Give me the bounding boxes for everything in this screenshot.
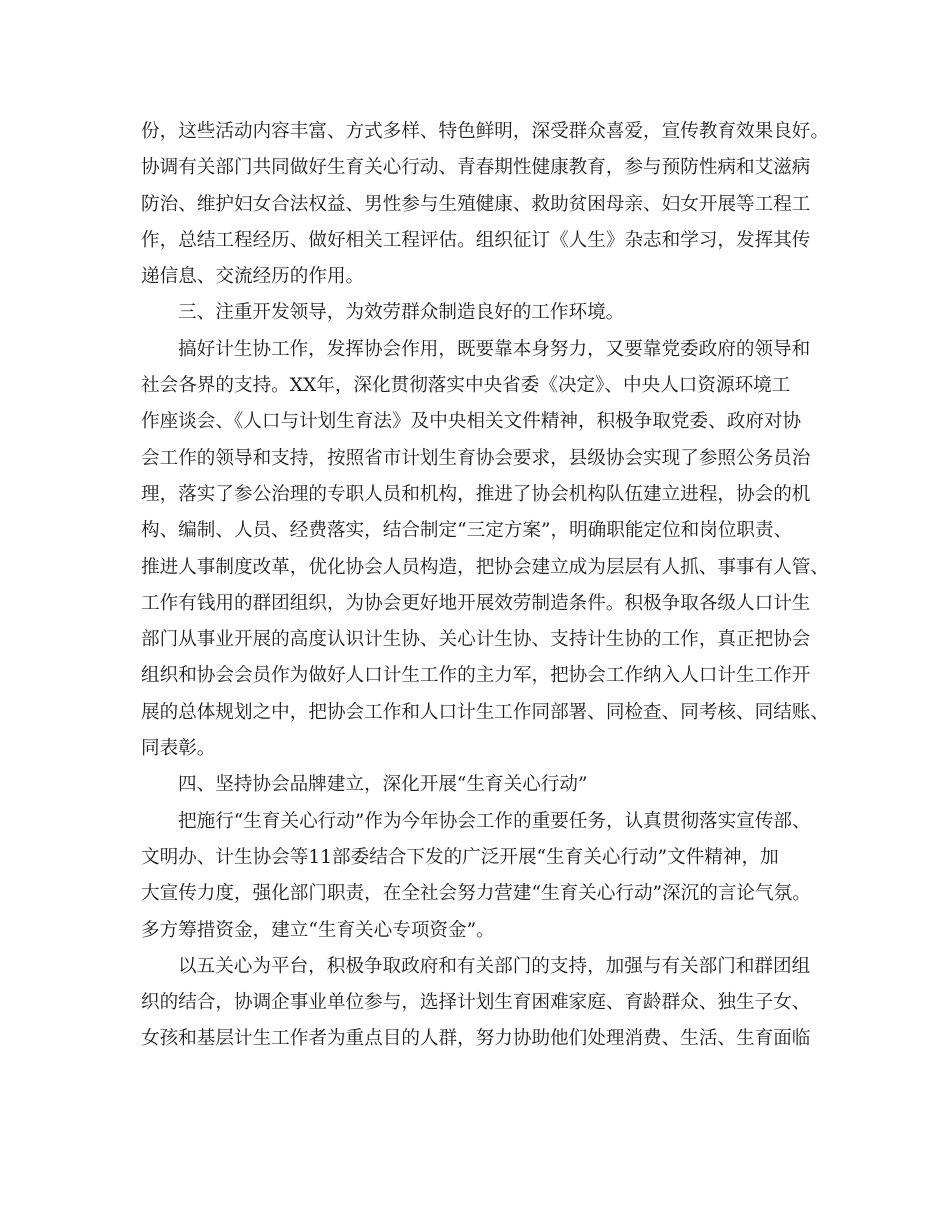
text-line: 理，落实了参公治理的专职人员和机构，推进了协会机构队伍建立进程，协会的机 — [141, 483, 811, 505]
text-line: 大宣传力度，强化部门职责，在全社会努力营建“生育关心行动”深沉的言论气氛。 — [141, 883, 811, 905]
text-line: 协调有关部门共同做好生育关心行动、青春期性健康教育，参与预防性病和艾滋病 — [141, 157, 811, 179]
text-line: 工作有钱用的群团组织，为协会更好地开展效劳制造条件。积极争取各级人口计生 — [141, 592, 811, 614]
text-line: 社会各界的支持。XX年，深化贯彻落实中央省委《决定》、中央人口资源环境工 — [141, 375, 791, 397]
text-line: 四、坚持协会品牌建立，深化开展“生育关心行动” — [178, 774, 588, 796]
text-line: 三、注重开发领导，为效劳群众制造良好的工作环境。 — [178, 302, 625, 324]
text-line: 搞好计生协工作，发挥协会作用，既要靠本身努力，又要靠党委政府的领导和 — [178, 338, 811, 360]
text-line: 构、编制、人员、经费落实，结合制定“三定方案”，明确职能定位和岗位职责、 — [141, 520, 793, 542]
text-line: 份，这些活动内容丰富、方式多样、特色鲜明，深受群众喜爱，宣传教育效果良好。 — [141, 121, 829, 142]
text-line: 防治、维护妇女合法权益、男性参与生殖健康、救助贫困母亲、妇女开展等工程工 — [141, 193, 811, 215]
text-line: 作，总结工程经历、做好相关工程评估。组织征订《人生》杂志和学习，发挥其传 — [141, 229, 811, 251]
text-line: 多方筹措资金，建立“生育关心专项资金”。 — [141, 919, 495, 941]
text-line: 作座谈会、《人口与计划生育法》及中央相关文件精神，积极争取党委、政府对协 — [141, 411, 802, 433]
text-line: 推进人事制度改革，优化协会人员构造，把协会建立成为层层有人抓、事事有人管、 — [141, 556, 829, 578]
text-line: 会工作的领导和支持，按照省市计划生育协会要求，县级协会实现了参照公务员治 — [141, 447, 811, 469]
document-body — [141, 114, 831, 1058]
text-line: 织的结合，协调企事业单位参与，选择计划生育困难家庭、育龄群众、独生子女、 — [141, 992, 811, 1014]
text-line: 以五关心为平台，积极争取政府和有关部门的支持，加强与有关部门和群团组 — [178, 955, 811, 977]
text-line: 女孩和基层计生工作者为重点目的人群，努力协助他们处理消费、生活、生育面临 — [141, 1028, 811, 1050]
text-line: 组织和协会会员作为做好人口计生工作的主力军，把协会工作纳入人口计生工作开 — [141, 665, 811, 687]
text-line: 展的总体规划之中，把协会工作和人口计生工作同部署、同检查、同考核、同结账、 — [141, 701, 829, 723]
text-line: 把施行“生育关心行动”作为今年协会工作的重要任务，认真贯彻落实宣传部、 — [178, 810, 811, 832]
text-line: 递信息、交流经历的作用。 — [141, 266, 365, 288]
text-line: 同表彰。 — [141, 738, 216, 760]
text-line: 文明办、计生协会等11部委结合下发的广泛开展“生育关心行动”文件精神，加 — [141, 846, 779, 868]
text-line: 部门从事业开展的高度认识计生协、关心计生协、支持计生协的工作，真正把协会 — [141, 629, 811, 651]
